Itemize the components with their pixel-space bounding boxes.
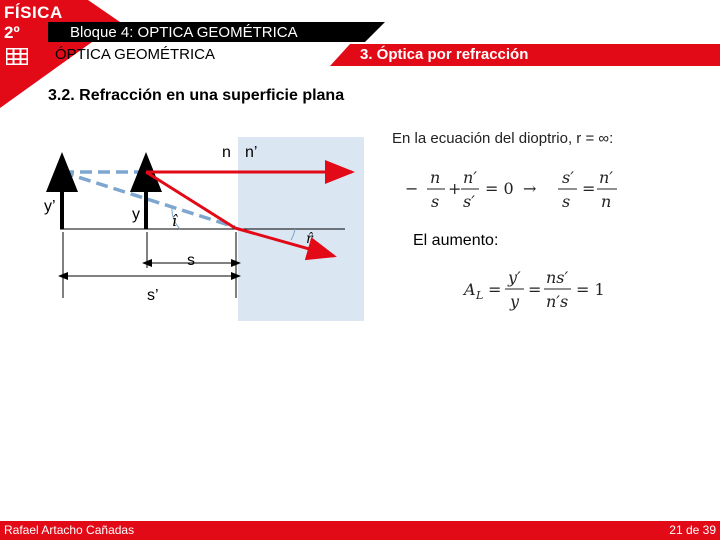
- svg-text:y: y: [510, 292, 520, 311]
- svg-text:=: =: [488, 280, 502, 299]
- svg-text:+: +: [448, 179, 462, 198]
- subsection-title: 3.2. Refracción en una superficie plana: [48, 87, 345, 104]
- svg-text:n′: n′: [463, 168, 477, 187]
- svg-text:y′: y′: [508, 268, 521, 287]
- svg-text:=: =: [528, 280, 542, 299]
- virtual-ray-1: [62, 172, 235, 227]
- svg-text:=: =: [582, 179, 596, 198]
- svg-text:n: n: [601, 192, 612, 211]
- footer-page-number: 21 de 39: [669, 523, 716, 537]
- svg-text:ns′: ns′: [546, 268, 569, 287]
- svg-text:→: →: [523, 179, 537, 198]
- label-s: s: [187, 252, 195, 269]
- svg-text:s: s: [562, 192, 571, 211]
- incident-ray: [146, 172, 235, 228]
- label-y-prime: y’: [44, 198, 56, 215]
- footer-author: Rafael Artacho Cañadas: [4, 523, 135, 537]
- svg-text:= 1: = 1: [576, 280, 605, 299]
- svg-text:= 0: = 0: [485, 179, 514, 198]
- aumento-label: El aumento:: [413, 232, 499, 249]
- svg-text:s: s: [431, 192, 440, 211]
- svg-text:n: n: [430, 168, 441, 187]
- label-i: î: [172, 212, 177, 230]
- course-label: 2º: [4, 23, 20, 42]
- aumento-equation: [462, 265, 642, 315]
- svg-text:s′: s′: [463, 192, 475, 211]
- dioptrio-equation: [405, 165, 665, 215]
- label-n-prime: n’: [245, 144, 258, 161]
- svg-text:L: L: [476, 289, 484, 302]
- svg-text:n′: n′: [599, 168, 613, 187]
- svg-text:−: −: [405, 179, 419, 198]
- section-title: ÓPTICA GEOMÉTRICA: [55, 46, 216, 63]
- label-y: y: [132, 206, 140, 223]
- label-r: r̂: [306, 231, 313, 247]
- subject-label: FÍSICA: [4, 3, 63, 22]
- label-n: n: [222, 144, 231, 161]
- svg-text:n′s: n′s: [546, 292, 569, 311]
- dioptrio-intro: En la ecuación del dioptrio, r = ∞:: [392, 130, 614, 147]
- svg-text:s′: s′: [562, 168, 574, 187]
- label-s-prime: s’: [147, 287, 159, 304]
- block-title: Bloque 4: OPTICA GEOMÉTRICA: [70, 24, 298, 41]
- svg-text:A: A: [464, 280, 476, 299]
- topic-title: 3. Óptica por refracción: [360, 46, 529, 63]
